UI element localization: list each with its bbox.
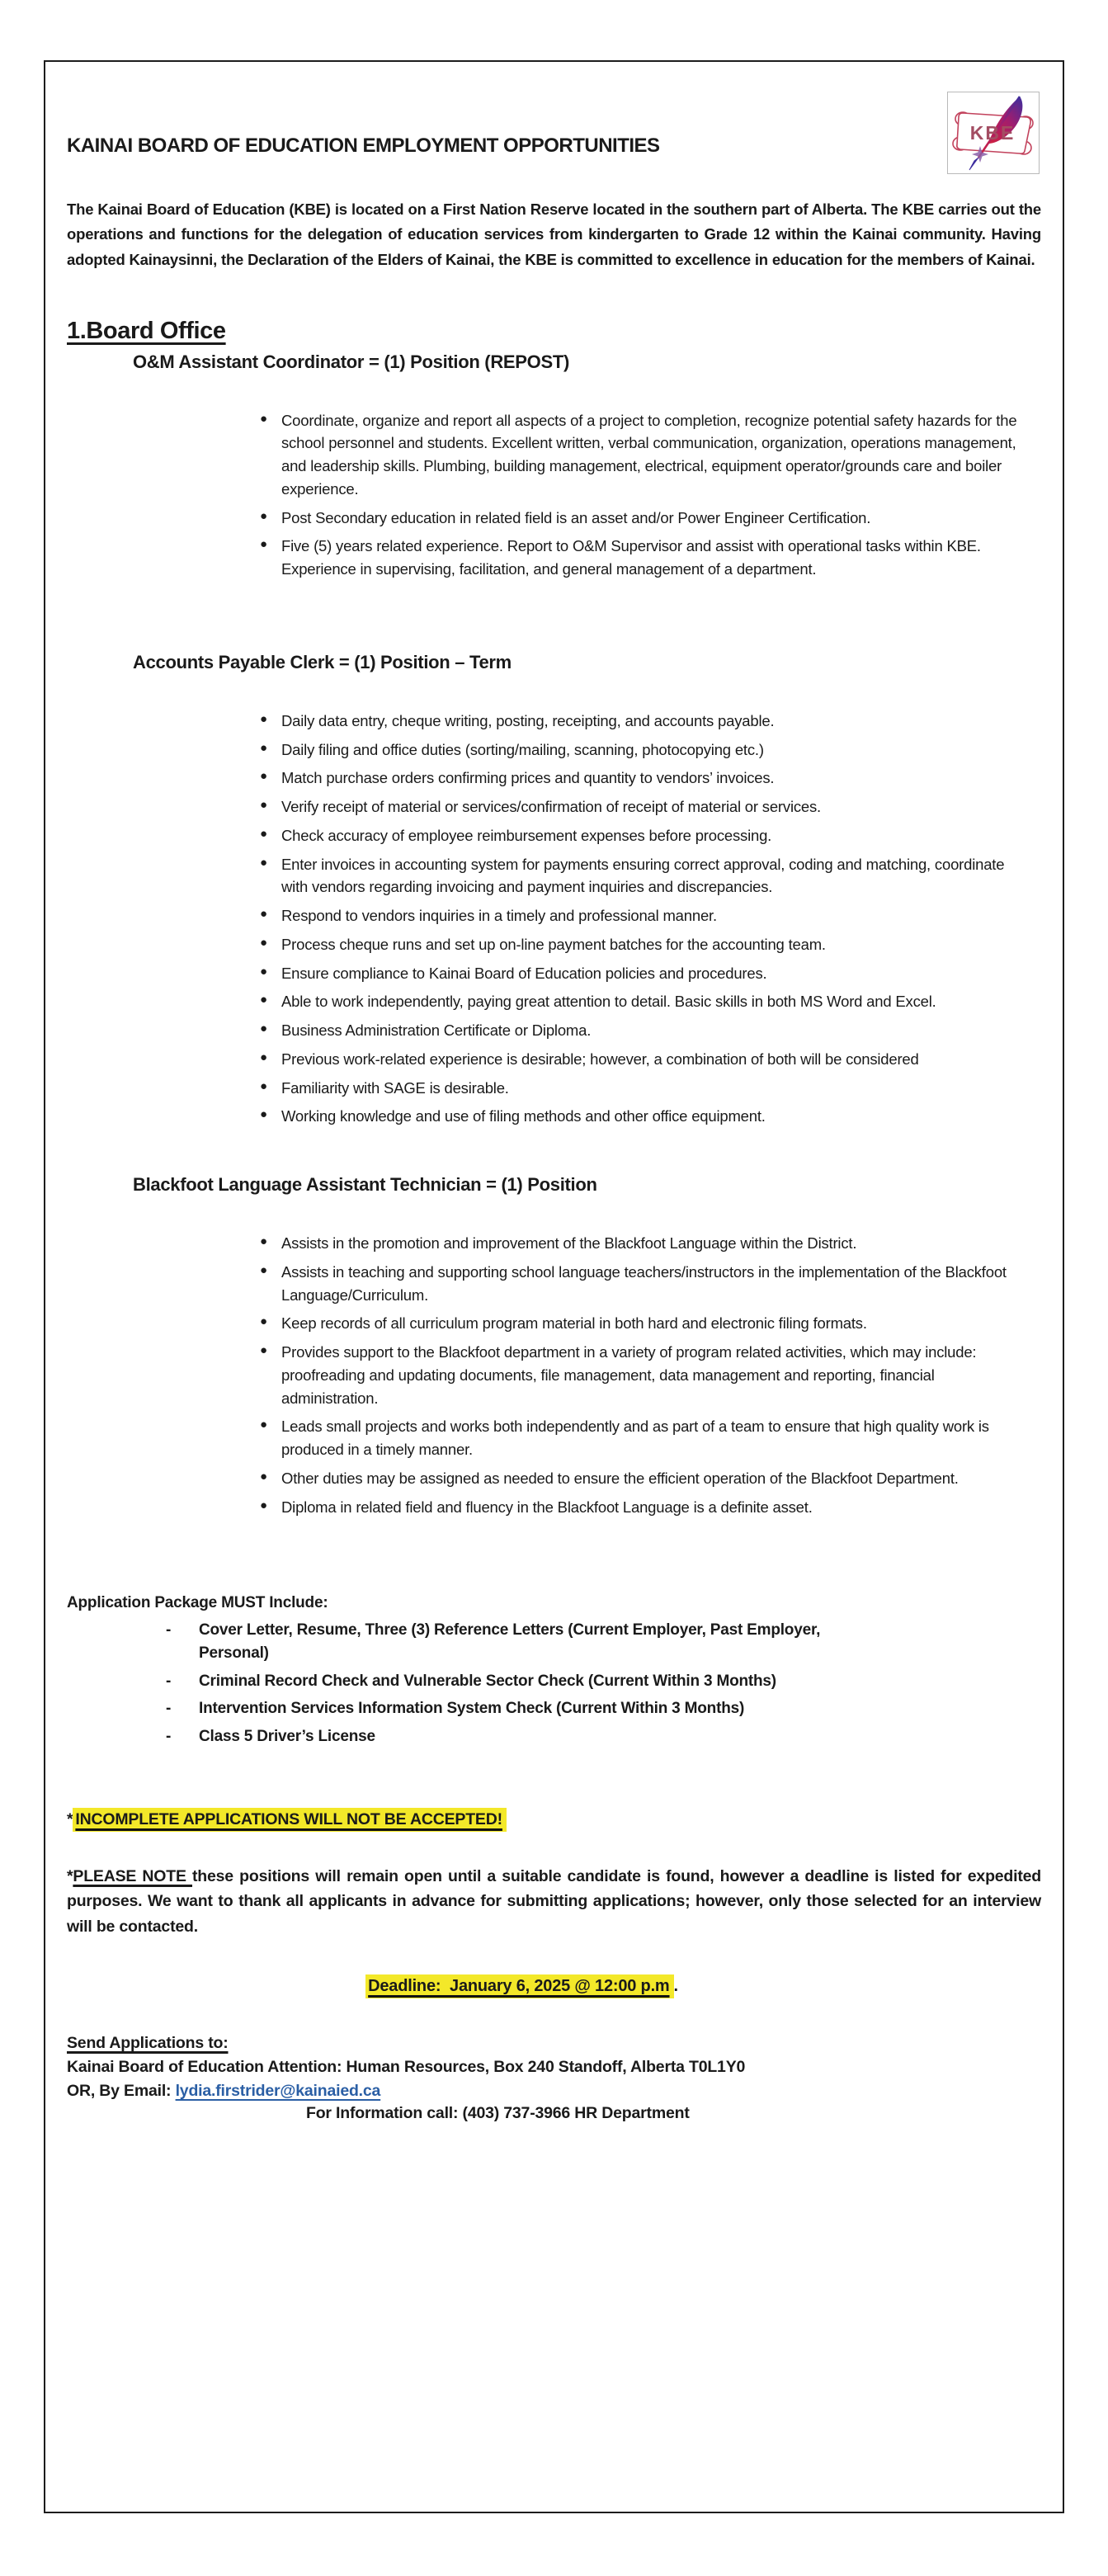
bullet-item: [255, 738, 1022, 762]
bullet-text: Leads small projects and works both independently and as part of a team to ensure that high quality work is produced in a timely manner.: [281, 1418, 989, 1459]
bullet-item: [255, 1048, 1022, 1071]
intro-paragraph: The Kainai Board of Education (KBE) is located on a First Nation Reserve located in the southern part of Alberta. The KBE carries out the operations and functions for the delegation of education services from kindergarten to Grade 12 within the Kainai community. Having adopted Kainaysinni, the Declaration of the Elders of Kainai, the KBE is committed to excellence in education for the members of Kainai.: [67, 200, 1041, 268]
email-link[interactable]: lydia.firstrider@kainaied.ca: [175, 2081, 381, 2100]
bullet-dot-icon: ●: [260, 1107, 267, 1122]
incomplete-applications-notice: [67, 1810, 1041, 1829]
bullet-text: Diploma in related field and fluency in the Blackfoot Language is a definite asset.: [281, 1498, 813, 1516]
bullet-dot-icon: ●: [260, 1234, 267, 1249]
asterisk: *: [67, 1810, 73, 1829]
bullet-item: [255, 824, 1022, 847]
bullet-item: [255, 1467, 1022, 1490]
bullet-text: Coordinate, organize and report all aspects of a project to completion, recognize potential safety hazards for the school personnel and students. Excellent written, verbal communication, organization, operations management, and leadership skills. Plumbing, building management, electrical, equipment operator/grounds care and boiler experience.: [281, 411, 1017, 498]
please-note-label: PLEASE NOTE: [73, 1867, 193, 1886]
bullet-item: [255, 507, 1022, 530]
dash-text: Cover Letter, Resume, Three (3) Reference Letters (Current Employer, Past Employer, Personal): [199, 1621, 821, 1662]
bullet-dot-icon: ●: [260, 1498, 267, 1512]
bullet-dot-icon: ●: [260, 907, 267, 922]
kbe-logo-graphic: [947, 92, 1040, 174]
bullet-item: [255, 1019, 1022, 1042]
bullet-dot-icon: ●: [260, 964, 267, 979]
job-title-accounts-payable-clerk: Accounts Payable Clerk = (1) Position – Term: [133, 651, 512, 672]
bullet-item: [255, 962, 1022, 985]
bullet-text: Process cheque runs and set up on-line payment batches for the accounting team.: [281, 935, 826, 953]
dash-text: Class 5 Driver’s License: [199, 1727, 375, 1745]
bullet-text: Enter invoices in accounting system for payments ensuring correct approval, coding and matching, coordinate with vendors regarding invoicing and payment inquiries and discrepancies.: [281, 855, 1005, 896]
bullet-item: [255, 535, 1022, 581]
deadline-highlight: Deadline: January 6, 2025 @ 12:00 p.m: [365, 1974, 673, 1998]
bullet-dot-icon: ●: [260, 855, 267, 870]
bullet-dot-icon: ●: [260, 1314, 267, 1329]
send-applications-heading: [67, 2034, 1041, 2053]
bullet-text: Check accuracy of employee reimbursement expenses before processing.: [281, 826, 772, 844]
bullet-text: Ensure compliance to Kainai Board of Education policies and procedures.: [281, 964, 767, 982]
bullet-dot-icon: ●: [260, 798, 267, 813]
bullet-dot-icon: ●: [260, 1078, 267, 1093]
bullet-dot-icon: ●: [260, 537, 267, 552]
email-label: OR, By Email:: [67, 2081, 176, 2100]
bullet-text: Keep records of all curriculum program material in both hard and electronic filing formats.: [281, 1314, 867, 1333]
section-heading-board-office: 1.Board Office: [67, 317, 226, 344]
bullet-dot-icon: ●: [260, 1469, 267, 1484]
bullet-item: [255, 1105, 1022, 1128]
email-line: [67, 2082, 1041, 2101]
dash-item: [164, 1725, 874, 1748]
bullet-dot-icon: ●: [260, 1418, 267, 1432]
information-phone-line: For Information call: (403) 737-3966 HR Department: [306, 2103, 690, 2122]
bullet-item: [255, 1415, 1022, 1461]
please-note-paragraph: [67, 1864, 1041, 1939]
bullet-text: Daily filing and office duties (sorting/mailing, scanning, photocopying etc.): [281, 740, 764, 758]
bullet-text: Other duties may be assigned as needed to ensure the efficient operation of the Blackfoot Department.: [281, 1469, 959, 1487]
bullet-dot-icon: ●: [260, 740, 267, 755]
deadline-period: .: [673, 1976, 678, 1995]
bullet-item: [255, 1232, 1022, 1255]
job-title-blackfoot-language-technician: Blackfoot Language Assistant Technician = (1) Position: [133, 1174, 597, 1196]
dash-item: [164, 1619, 874, 1664]
bullet-item: [255, 1312, 1022, 1335]
bullet-text: Familiarity with SAGE is desirable.: [281, 1078, 509, 1097]
deadline-line: [67, 1977, 977, 1996]
bullet-text: Provides support to the Blackfoot department in a variety of program related activities, which may include: proofreading and updating documents, file management, data management and reporting, financial administration.: [281, 1343, 977, 1407]
bullet-dot-icon: ●: [260, 935, 267, 950]
mailing-address: Kainai Board of Education Attention: Human Resources, Box 240 Standoff, Alberta T0L1Y0: [67, 2057, 746, 2076]
bullet-dot-icon: ●: [260, 1021, 267, 1036]
please-note-body: these positions will remain open until a suitable candidate is found, however a deadline is listed for expedited purposes. We want to thank all applicants in advance for submitting applications; however, only those selected for an interview will be contacted.: [67, 1867, 1042, 1936]
bullet-text: Business Administration Certificate or Diploma.: [281, 1021, 592, 1040]
bullet-dot-icon: ●: [260, 1050, 267, 1064]
bullet-dot-icon: ●: [260, 711, 267, 726]
bullet-dot-icon: ●: [260, 993, 267, 1007]
bullet-dot-icon: ●: [260, 1262, 267, 1277]
job-bullets-om: [255, 409, 1022, 581]
bullet-text: Five (5) years related experience. Report to O&M Supervisor and assist with operational tasks within KBE. Experience in supervising, facilitation, and general management of a department.: [281, 537, 981, 578]
bullet-item: [255, 990, 1022, 1013]
bullet-item: [255, 1077, 1022, 1100]
bullet-dot-icon: ●: [260, 826, 267, 841]
asterisk: *: [67, 1867, 73, 1886]
bullet-text: Assists in teaching and supporting school language teachers/instructors in the implementation of the Blackfoot Language/Curriculum.: [281, 1262, 1007, 1304]
dash-icon: -: [166, 1700, 172, 1718]
bullet-text: Verify receipt of material or services/confirmation of receipt of material or services.: [281, 798, 821, 816]
bullet-text: Working knowledge and use of filing methods and other office equipment.: [281, 1107, 766, 1125]
bullet-text: Able to work independently, paying great attention to detail. Basic skills in both MS Word and Excel.: [281, 993, 936, 1011]
bullet-item: [255, 933, 1022, 956]
bullet-text: Daily data entry, cheque writing, posting, receipting, and accounts payable.: [281, 711, 775, 729]
dash-icon: -: [166, 1672, 172, 1690]
bullet-item: [255, 767, 1022, 790]
dash-icon: -: [166, 1621, 172, 1639]
dash-item: [164, 1697, 874, 1720]
document-page: [44, 60, 1064, 2513]
dash-text: Criminal Record Check and Vulnerable Sector Check (Current Within 3 Months): [199, 1672, 776, 1690]
logo-kbe-text: KBE: [969, 122, 1016, 144]
bullet-item: [255, 1496, 1022, 1519]
bullet-text: Assists in the promotion and improvement of the Blackfoot Language within the District.: [281, 1234, 857, 1253]
bullet-text: Previous work-related experience is desirable; however, a combination of both will be considered: [281, 1050, 919, 1068]
kbe-logo: [947, 92, 1040, 174]
dash-text: Intervention Services Information System Check (Current Within 3 Months): [199, 1700, 745, 1718]
bullet-text: Respond to vendors inquiries in a timely and professional manner.: [281, 907, 717, 925]
bullet-item: [255, 1261, 1022, 1307]
job-title-om-assistant-coordinator: O&M Assistant Coordinator = (1) Position (REPOST): [133, 351, 570, 372]
application-package-list: [164, 1619, 874, 1748]
bullet-dot-icon: ●: [260, 411, 267, 426]
bullet-item: [255, 795, 1022, 819]
bullet-dot-icon: ●: [260, 508, 267, 523]
bullet-item: [255, 853, 1022, 899]
dash-icon: -: [166, 1727, 172, 1745]
bullet-dot-icon: ●: [260, 769, 267, 784]
job-bullets-accounts-payable: [255, 710, 1022, 1128]
bullet-text: Match purchase orders confirming prices and quantity to vendors’ invoices.: [281, 769, 775, 787]
bullet-item: [255, 904, 1022, 927]
bullet-item: [255, 1341, 1022, 1409]
bullet-item: [255, 710, 1022, 733]
application-package-heading: Application Package MUST Include:: [67, 1594, 328, 1612]
bullet-item: [255, 409, 1022, 501]
bullet-dot-icon: ●: [260, 1343, 267, 1358]
send-applications-label: Send Applications to:: [67, 2033, 229, 2052]
bullet-text: Post Secondary education in related field is an asset and/or Power Engineer Certification.: [281, 508, 871, 526]
job-bullets-blackfoot: [255, 1232, 1022, 1518]
dash-item: [164, 1670, 874, 1693]
page-title: KAINAI BOARD OF EDUCATION EMPLOYMENT OPPORTUNITIES: [67, 134, 660, 157]
incomplete-highlight: INCOMPLETE APPLICATIONS WILL NOT BE ACCEPTED!: [73, 1808, 507, 1832]
